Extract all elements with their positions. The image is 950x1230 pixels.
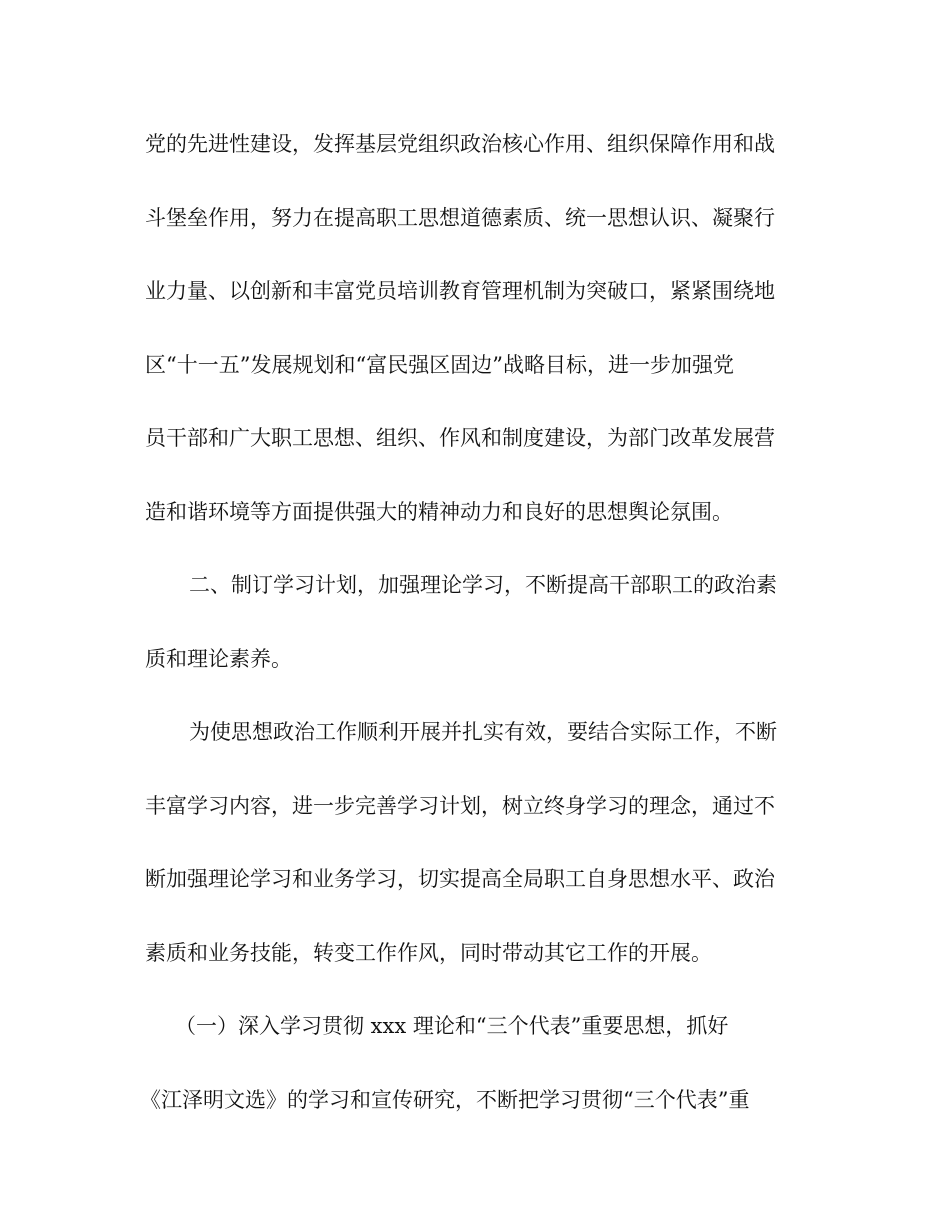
subsection-heading-line: （一）深入学习贯彻 xxx 理论和“三个代表”重要思想，抓好 <box>175 1014 729 1038</box>
text-line: 造和谐环境等方面提供强大的精神动力和良好的思想舆论氛围。 <box>145 500 733 524</box>
section-heading-line: 二、制订学习计划，加强理论学习，不断提高干部职工的政治素 <box>189 573 777 597</box>
text-line: 丰富学习内容，进一步完善学习计划，树立终身学习的理念，通过不 <box>145 794 775 818</box>
text-line: 区“十一五”发展规划和“富民强区固边”战略目标，进一步加强党 <box>145 353 734 377</box>
text-line: 员干部和广大职工思想、组织、作风和制度建设，为部门改革发展营 <box>145 426 775 450</box>
text-line: 素质和业务技能，转变工作作风，同时带动其它工作的开展。 <box>145 941 712 965</box>
text-line: 《江泽明文选》的学习和宣传研究，不断把学习贯彻“三个代表”重 <box>140 1088 750 1112</box>
section-heading-line: 质和理论素养。 <box>145 647 292 671</box>
text-line: 党的先进性建设，发挥基层党组织政治核心作用、组织保障作用和战 <box>145 132 775 156</box>
text-line: 业力量、以创新和丰富党员培训教育管理机制为突破口，紧紧围绕地 <box>145 279 775 303</box>
text-line: 斗堡垒作用，努力在提高职工思想道德素质、统一思想认识、凝聚行 <box>145 206 775 230</box>
text-line: 为使思想政治工作顺利开展并扎实有效，要结合实际工作，不断 <box>189 720 777 744</box>
text-line: 断加强理论学习和业务学习，切实提高全局职工自身思想水平、政治 <box>145 867 775 891</box>
